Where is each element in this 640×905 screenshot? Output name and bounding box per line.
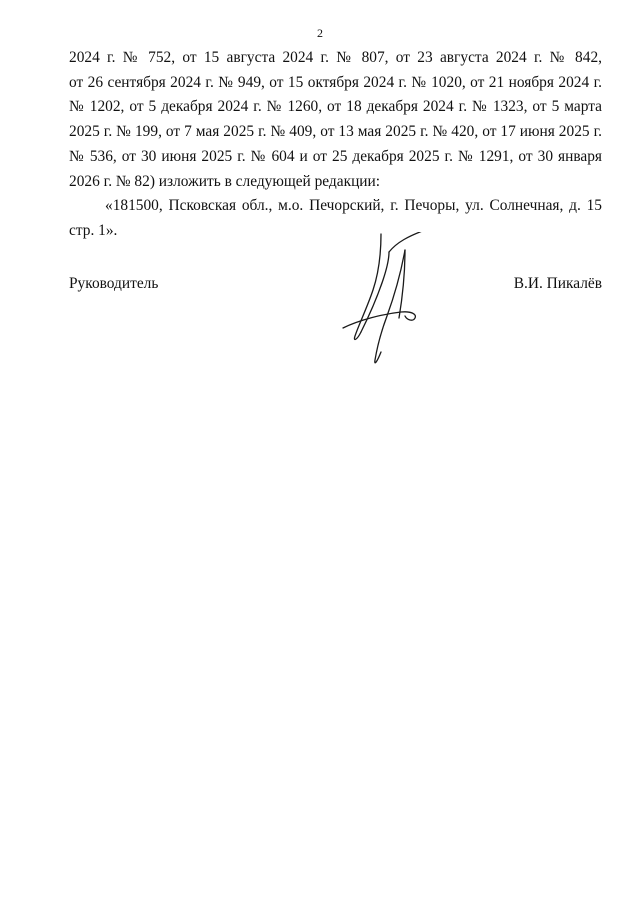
text-line: «181500, Псковская обл., м.о. Печорский, г. Печоры, ул. Солнечная, д. 15 <box>105 197 602 214</box>
text-line: стр. 1». <box>69 221 118 239</box>
paragraph-address <box>69 194 602 243</box>
signature-block <box>69 272 602 372</box>
page-number: 2 <box>317 26 323 40</box>
text-line: 2025 г. № 199, от 7 мая 2025 г. № 409, от 13 мая 2025 г. № 420, от 17 июня 2025 г. <box>69 123 602 141</box>
text-line: 2026 г. № 82) изложить в следующей редакции: <box>69 172 381 190</box>
text-line: № 1202, от 5 декабря 2024 г. № 1260, от 18 декабря 2024 г. № 1323, от 5 марта <box>69 98 602 116</box>
handwritten-signature <box>339 232 459 372</box>
signatory-name: В.И. Пикалёв <box>513 275 602 292</box>
text-line: от 26 сентября 2024 г. № 949, от 15 октября 2024 г. № 1020, от 21 ноября 2024 г. <box>69 73 602 91</box>
paragraph-amendment-list <box>69 46 602 194</box>
signatory-title: Руководитель <box>69 275 159 292</box>
text-line: № 536, от 30 июня 2025 г. № 604 и от 25 декабря 2025 г. № 1291, от 30 января <box>69 147 602 165</box>
text-line: 2024 г. № 752, от 15 августа 2024 г. № 807, от 23 августа 2024 г. № 842, <box>69 49 602 66</box>
